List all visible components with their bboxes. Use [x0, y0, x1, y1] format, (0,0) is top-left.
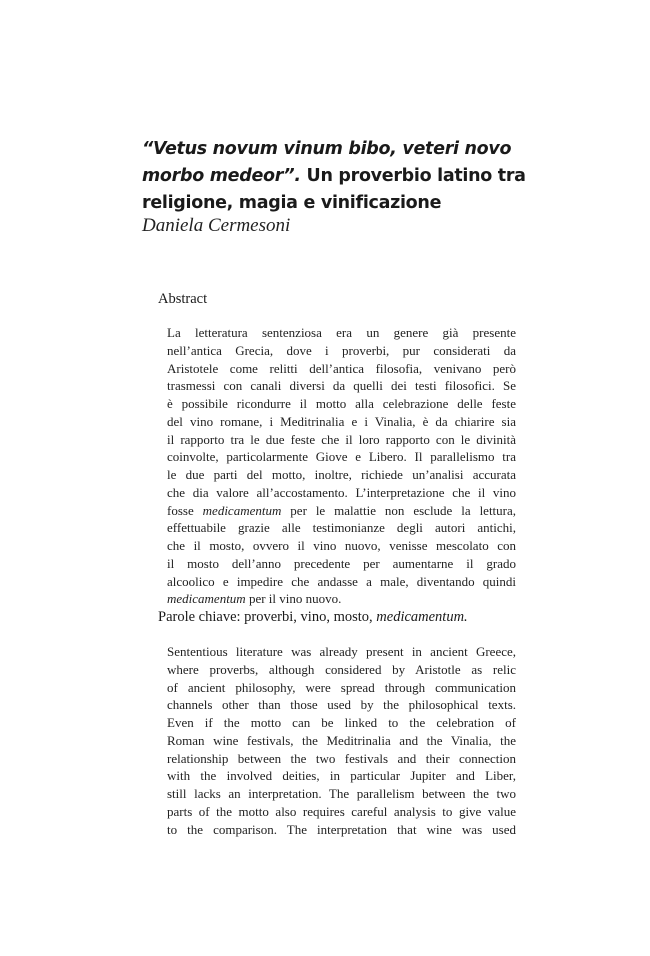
abstract-line: La letteratura sentenziosa era un genere già presente: [167, 325, 516, 340]
abstract-line: with the involved deities, in particular Jupiter and Liber,: [167, 768, 516, 784]
author-name: Daniela Cermesoni: [142, 215, 291, 236]
abstract-line: Even if the motto can be linked to the celebration of: [167, 715, 516, 730]
abstract-italian: [167, 324, 516, 608]
abstract-line: Roman wine festivals, the Meditrinalia and the Vinalia, the: [167, 732, 516, 748]
abstract-line: che il mosto, ovvero il vino nuovo, venisse mescolato con: [167, 538, 516, 553]
title-subtitle: Un proverbio latino tra religione, magia e vinificazione: [142, 166, 526, 213]
abstract-line: Aristotele come relitti dell’antica filosofia, venivano però: [167, 360, 516, 376]
abstract-line: nell’antica Grecia, dove i proverbi, pur considerati da: [167, 342, 516, 358]
abstract-line: of ancient philosophy, were spread through communication: [167, 679, 516, 695]
abstract-line: alcoolico e impedire che andasse a male, diventando quindi: [167, 573, 516, 589]
abstract-italic-term: medicamentum: [202, 502, 282, 518]
article-title: [142, 136, 542, 217]
abstract-line: il mosto dell’anno precedente per aumentarne il grado: [167, 555, 516, 571]
keywords-line: [158, 608, 468, 626]
keywords-italic-term: medicamentum.: [376, 609, 468, 625]
abstract-line: che dia valore all’accostamento. L’interpretazione che il vino: [167, 484, 516, 500]
abstract-line: [167, 502, 516, 520]
abstract-line: il rapporto tra le due feste che il loro rapporto con le divinità: [167, 431, 516, 447]
abstract-italic-term: medicamentum: [167, 591, 246, 607]
keywords-list: proverbi, vino, mosto,: [244, 609, 373, 625]
keywords-label: Parole chiave:: [158, 609, 241, 625]
abstract-line: effettuabile grazie alle testimonianze degli autori antichi,: [167, 520, 516, 536]
abstract-line: è possibile ricondurre il motto alla celebrazione delle feste: [167, 396, 516, 411]
abstract-line: Sententious literature was already present in ancient Greece,: [167, 644, 516, 659]
abstract-word: fosse: [167, 502, 194, 518]
abstract-line: trasmessi con canali diversi da quelli dei testi filosofici. Se: [167, 378, 516, 394]
abstract-line: parts of the motto also requires careful analysis to give value: [167, 803, 516, 819]
abstract-line: where proverbs, although considered by Aristotle as relic: [167, 661, 516, 677]
abstract-line: del vino romane, i Meditrinalia e i Vinalia, è da chiarire sia: [167, 413, 516, 429]
abstract-word: per il vino nuovo.: [248, 591, 342, 607]
abstract-line: [167, 590, 516, 608]
abstract-heading: Abstract: [158, 291, 208, 307]
abstract-line: le due parti del motto, inoltre, richiede un’analisi accurata: [167, 467, 516, 482]
abstract-line: to the comparison. The interpretation that wine was used: [167, 821, 516, 837]
abstract-line: channels other than those used by the philosophical texts.: [167, 697, 516, 713]
abstract-line: coinvolte, particolarmente Giove e Libero. Il parallelismo tra: [167, 449, 516, 465]
abstract-line: still lacks an interpretation. The parallelism between the two: [167, 786, 516, 801]
abstract-word: per le malattie non esclude la lettura,: [290, 502, 517, 518]
abstract-line: relationship between the two festivals and their connection: [167, 750, 516, 766]
title-quote: “Vetus novum vinum bibo, veteri novo morbo medeor”.: [142, 139, 512, 186]
abstract-english: [167, 643, 516, 838]
